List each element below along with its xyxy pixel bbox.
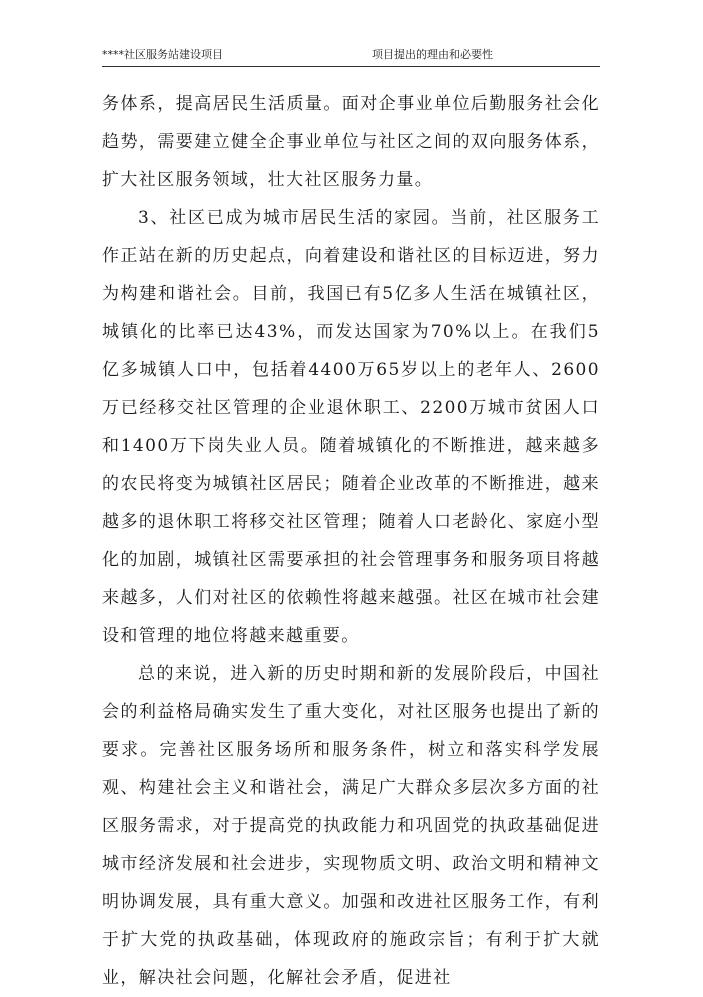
header-section-title: 项目提出的理由和必要性 xyxy=(372,48,493,61)
page-header xyxy=(102,46,600,67)
header-project-title: ****社区服务站建设项目 xyxy=(102,48,223,61)
paragraph-community-home: 3、社区已成为城市居民生活的家园。当前，社区服务工作正站在新的历史起点，向着建设和谐社区的目标迈进，努力为构建和谐社会。目前，我国已有5亿多人生活在城镇社区，城镇化的比率已达43%，而发达国家为70%以上。在我们5亿多城镇人口中，包括着4400万65岁以上的老年人、2600万已经移交社区管理的企业退休职工、2200万城市贫困人口和1400万下岗失业人员。随着城镇化的不断推进，越来越多的农民将变为城镇社区居民；随着企业改革的不断推进，越来越多的退休职工将移交社区管理；随着人口老龄化、家庭小型化的加剧，城镇社区需要承担的社会管理事务和服务项目将越来越多，人们对社区的依赖性将越来越强。社区在城市社会建设和管理的地位将越来越重要。 xyxy=(102,208,600,646)
paragraph-summary: 总的来说，进入新的历史时期和新的发展阶段后，中国社会的利益格局确实发生了重大变化，对社区服务也提出了新的要求。完善社区服务场所和服务条件，树立和落实科学发展观、构建社会主义和谐社会，满足广大群众多层次多方面的社区服务需求，对于提高党的执政能力和巩固党的执政基础促进城市经济发展和社会进步，实现物质文明、政治文明和精神文明协调发展，具有重大意义。加强和改进社区服务工作，有利于扩大党的执政基础，体现政府的施政宗旨；有利于扩大就业，解决社会问题，化解社会矛盾，促进社 xyxy=(102,664,600,988)
paragraph-continuation: 务体系，提高居民生活质量。面对企事业单位后勤服务社会化趋势，需要建立健全企事业单位与社区之间的双向服务体系，扩大社区服务领域，壮大社区服务力量。 xyxy=(102,94,600,190)
document-body xyxy=(102,85,600,997)
